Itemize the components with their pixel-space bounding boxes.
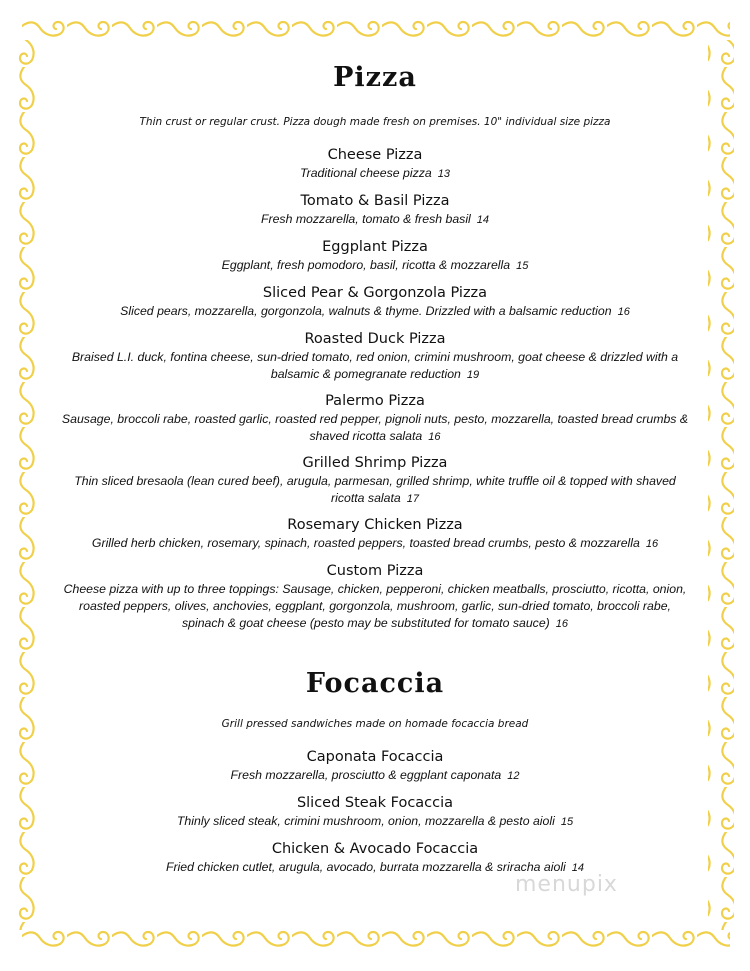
item-description [60,813,690,831]
item-name: Roasted Duck Pizza [304,331,446,347]
menu-item [60,392,690,446]
item-name: Sliced Steak Focaccia [296,795,454,811]
item-description [60,581,690,633]
item-price: 14 [476,214,490,226]
item-price: 17 [406,493,419,505]
section-title: Focaccia [305,668,445,699]
item-name: Palermo Pizza [325,393,425,409]
menu-item [60,284,690,321]
item-description [60,473,690,508]
item-desc-text: Fried chicken cutlet, arugula, avocado, burrata mozzarella & sriracha aioli [165,860,566,874]
item-name: Caponata Focaccia [306,749,444,765]
menu-item [60,238,690,275]
section-title: Pizza [333,62,417,93]
item-description [60,411,690,446]
item-description [60,535,690,553]
item-desc-text: Traditional cheese pizza [300,166,432,180]
item-name: Custom Pizza [326,563,424,579]
item-description [60,303,690,321]
item-price: 16 [428,431,441,443]
menu-item [60,562,690,633]
item-price: 15 [560,816,574,828]
item-desc-text: Cheese pizza with up to three toppings: Sausage, chicken, pepperoni, chicken meatballs, prosciutto, ricotta, onion, roasted peppers, olives, anchovies, eggplant, gorgonzola, mushroom, garlic, sun-dried tomato, broccoli rabe, spinach & goat cheese (pesto may be substituted for tomato sauce) [63,582,687,630]
item-desc-text: Fresh mozzarella, tomato & fresh basil [260,212,471,226]
item-desc-text: Sausage, broccoli rabe, roasted garlic, roasted red pepper, pignoli nuts, pesto, mozzarella, toasted bread crumbs & shaved ricotta salata [61,412,689,443]
section-subtitle: Thin crust or regular crust. Pizza dough made fresh on premises. 10" individual size pizza [139,116,611,128]
item-desc-text: Braised L.I. duck, fontina cheese, sun-dried tomato, red onion, crimini mushroom, goat cheese & drizzled with a balsamic & pomegranate reduction [71,350,679,381]
item-price: 12 [507,770,520,782]
item-name: Rosemary Chicken Pizza [287,517,463,533]
item-description [60,211,690,229]
item-desc-text: Sliced pears, mozzarella, gorgonzola, walnuts & thyme. Drizzled with a balsamic reduction [120,304,612,318]
item-name: Grilled Shrimp Pizza [302,455,448,471]
menu-item [60,330,690,384]
menu-item [60,794,690,831]
menu-item [60,748,690,785]
item-price: 16 [555,618,568,630]
watermark: menupix [515,872,618,897]
section-subtitle: Grill pressed sandwiches made on homade focaccia bread [221,718,529,730]
item-price: 16 [617,306,630,318]
item-price: 14 [571,862,585,874]
item-desc-text: Fresh mozzarella, prosciutto & eggplant caponata [230,768,502,782]
item-price: 19 [466,369,480,381]
item-description [60,257,690,275]
item-name: Tomato & Basil Pizza [300,193,450,209]
menu-item [60,146,690,183]
item-name: Chicken & Avocado Focaccia [271,841,479,857]
item-desc-text: Thinly sliced steak, crimini mushroom, onion, mozzarella & pesto aioli [176,814,555,828]
item-name: Sliced Pear & Gorgonzola Pizza [262,285,488,301]
item-description [60,349,690,384]
item-price: 16 [645,538,659,550]
item-description [60,767,690,785]
item-price: 15 [516,260,529,272]
menu-item [60,516,690,553]
item-desc-text: Thin sliced bresaola (lean cured beef), arugula, parmesan, grilled shrimp, white truffle oil & topped with shaved ricotta salata [74,474,676,505]
item-price: 13 [437,168,450,180]
menu-item [60,454,690,508]
menu-item [60,192,690,229]
item-description [60,165,690,183]
item-name: Cheese Pizza [327,147,423,163]
item-name: Eggplant Pizza [322,239,428,255]
item-desc-text: Grilled herb chicken, rosemary, spinach, roasted peppers, toasted bread crumbs, pesto & mozzarella [91,536,640,550]
item-desc-text: Eggplant, fresh pomodoro, basil, ricotta & mozzarella [221,258,511,272]
